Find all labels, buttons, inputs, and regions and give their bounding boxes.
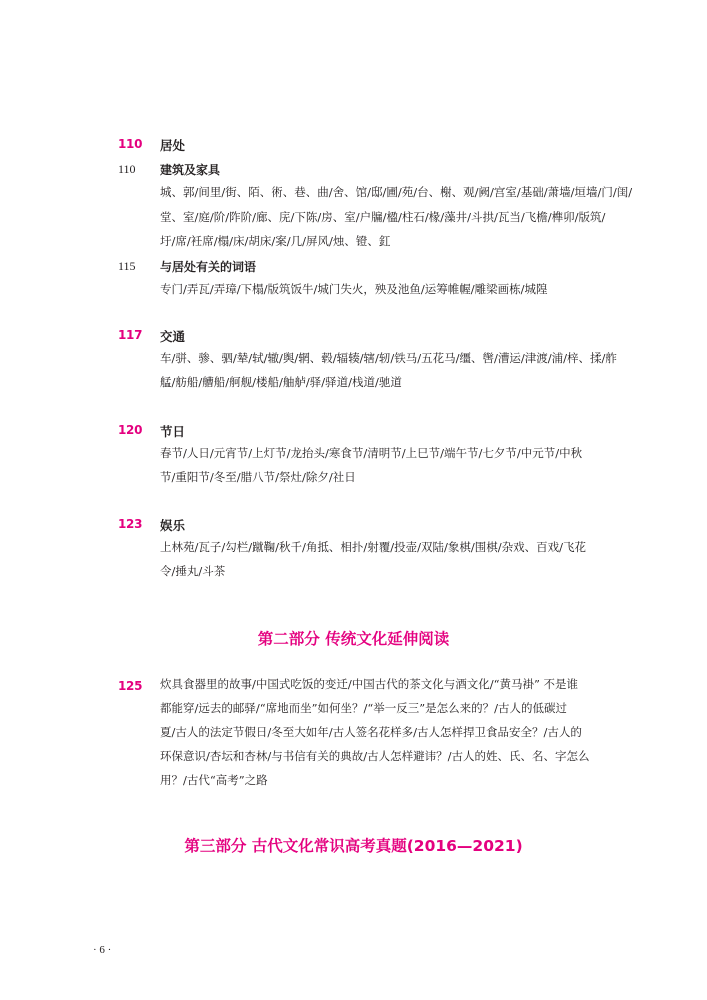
- subsection-page-number: 115: [118, 259, 136, 273]
- part2-page-number: 125: [118, 679, 143, 693]
- section-page-number: 117: [118, 328, 143, 342]
- subsection-title: 与居处有关的词语: [160, 260, 257, 274]
- section-title: 交通: [160, 329, 186, 344]
- section-title: 居处: [160, 138, 186, 153]
- entry-line: 车/骈、骖、驷/辇/轼/辙/舆/辋、毂/辐辏/辖/轫/铁马/五花马/缰、辔/漕运/津渡/浦/梓、揉/舴: [160, 351, 617, 365]
- entry-line: 专门/弄瓦/弄璋/下榻/版筑饭牛/城门失火，殃及池鱼/运筹帷幄/雕梁画栋/城隍: [160, 282, 548, 296]
- reading-line: 炊具食器里的故事/中国式吃饭的变迁/中国古代的茶文化与酒文化/“黄马褂” 不是谁: [160, 677, 579, 691]
- subsection-title: 建筑及家具: [160, 163, 221, 177]
- entry-line: 令/捶丸/斗茶: [160, 564, 226, 578]
- section-title: 节日: [160, 424, 186, 439]
- page-number: · 6 ·: [93, 944, 112, 956]
- subsection-page-number: 110: [118, 162, 136, 176]
- part2-heading: 第二部分 传统文化延伸阅读: [257, 630, 450, 648]
- entry-line: 圩/席/衽席/榻/床/胡床/案/几/屏风/烛、镫、釭: [160, 234, 391, 248]
- section-title: 娱乐: [160, 518, 186, 533]
- reading-line: 环保意识/杏坛和杏林/与书信有关的典故/古人怎样避讳？/古人的姓、氏、名、字怎么: [160, 749, 590, 763]
- section-page-number: 123: [118, 517, 143, 531]
- entry-line: 堂、室/庭/阶/阼阶/廊、庑/下陈/房、室/户牖/楹/柱石/椽/藻井/斗拱/瓦当/飞檐/榫卯/版筑/: [160, 210, 606, 224]
- entry-line: 春节/人日/元宵节/上灯节/龙抬头/寒食节/清明节/上巳节/端午节/七夕节/中元节/中秋: [160, 446, 583, 460]
- reading-line: 夏/古人的法定节假日/冬至大如年/古人签名花样多/古人怎样捍卫食品安全？/古人的: [160, 725, 582, 739]
- part3-heading: 第三部分 古代文化常识高考真题(2016—2021): [184, 837, 523, 855]
- section-page-number: 110: [118, 137, 143, 151]
- entry-line: 城、郭/间里/街、陌、術、巷、曲/舍、馆/邸/圃/苑/台、榭、观/阙/宫室/基础/萧墙/垣墙/门/闺/: [160, 185, 633, 199]
- reading-line: 用？/古代“高考”之路: [160, 773, 268, 787]
- entry-line: 节/重阳节/冬至/腊八节/祭灶/除夕/社日: [160, 470, 356, 484]
- section-page-number: 120: [118, 423, 143, 437]
- entry-line: 艋/舫船/艚船/舸舰/楼船/舳舻/驿/驿道/栈道/驰道: [160, 375, 402, 389]
- reading-line: 都能穿/远去的邮驿/“席地而坐”如何坐？/“举一反三”是怎么来的？/古人的低碳过: [160, 701, 568, 715]
- entry-line: 上林苑/瓦子/勾栏/蹴鞠/秋千/角抵、相扑/射覆/投壶/双陆/象棋/围棋/杂戏、百戏/飞花: [160, 540, 586, 554]
